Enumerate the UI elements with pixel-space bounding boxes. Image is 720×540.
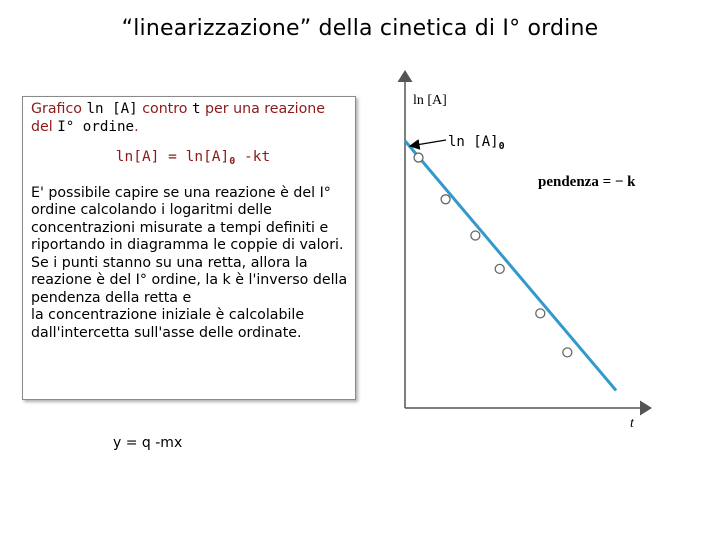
intro-ln-a: ln [A] bbox=[86, 101, 138, 117]
equation-subscript: 0 bbox=[229, 156, 236, 167]
slide-title: “linearizzazione” della cinetica di I° ordine bbox=[121, 16, 599, 41]
data-point bbox=[471, 231, 480, 240]
data-point bbox=[536, 309, 545, 318]
paragraph-2: Se i punti stanno su una retta, allora la reazione è del I° ordine, la k è l'inverso della pendenza della retta e bbox=[31, 254, 348, 306]
data-point bbox=[414, 153, 423, 162]
callout-subscript: 0 bbox=[498, 141, 505, 152]
equation-main: ln[A] = ln[A] bbox=[115, 149, 230, 165]
intro-text-1: Grafico bbox=[31, 101, 87, 117]
intro-t: t bbox=[191, 101, 201, 117]
intro-order: I° ordine bbox=[57, 118, 135, 135]
data-point bbox=[563, 348, 572, 357]
callout-label: ln [A] bbox=[448, 134, 499, 150]
intro-text-3: per una reazione del bbox=[31, 101, 326, 135]
linear-equation: y = q -mx bbox=[113, 435, 183, 451]
intro-text-2: contro bbox=[137, 101, 192, 117]
intro-text-4: . bbox=[134, 118, 139, 135]
equation-tail: -kt bbox=[235, 149, 271, 165]
y-axis-label: ln [A] bbox=[413, 93, 447, 108]
callout-arrow bbox=[410, 140, 446, 146]
slope-label: pendenza = − k bbox=[538, 174, 636, 190]
paragraph-1: E' possibile capire se una reazione è del I° ordine calcolando i logaritmi delle concentrazioni misurate a tempi definiti e riportando in diagramma le coppie di valori. bbox=[31, 184, 344, 253]
x-axis-label: t bbox=[630, 416, 634, 431]
data-point bbox=[495, 264, 504, 273]
paragraph-3: la concentrazione iniziale è calcolabile dall'intercetta sull'asse delle ordinate. bbox=[31, 307, 305, 341]
data-point bbox=[441, 195, 450, 204]
